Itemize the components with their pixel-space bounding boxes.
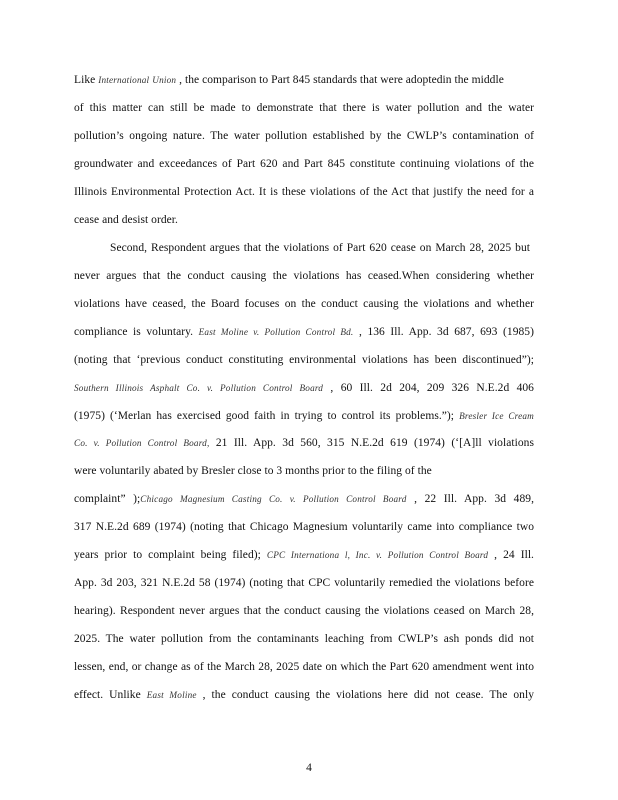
text-run: compliance is voluntary. — [74, 326, 199, 338]
text-run: complaint” ); — [74, 493, 141, 505]
text-line — [74, 632, 534, 646]
text-line — [74, 129, 534, 143]
case-citation: Bresler Ice Cream — [459, 411, 534, 421]
text-line — [74, 436, 534, 450]
text-run: years prior to complaint being filed); — [74, 549, 267, 561]
text-run: 317 N.E.2d 689 (1974) (noting that Chicago Magnesium voluntarily came into compliance two — [74, 521, 534, 533]
text-line — [74, 213, 534, 227]
text-run: , the comparison to Part 845 standards that were adoptedin the middle — [176, 74, 504, 86]
text-run: (noting that ‘previous conduct constituting environmental violations has been discontinued”); — [74, 354, 534, 366]
text-run: were voluntarily abated by Bresler close to 3 months prior to the filing of the — [74, 465, 432, 477]
text-line — [74, 353, 534, 367]
text-line — [74, 409, 534, 423]
text-run: , 22 Ill. App. 3d 489, — [406, 493, 534, 505]
text-run: Illinois Environmental Protection Act. It is these violations of the Act that justify the need for a — [74, 186, 534, 198]
text-run: hearing). Respondent never argues that the conduct causing the violations ceased on March 28, — [74, 605, 534, 617]
page-number: 4 — [306, 762, 312, 774]
text-run: violations have ceased, the Board focuses on the conduct causing the violations and whether — [74, 298, 534, 310]
text-line — [74, 101, 534, 115]
case-citation: East Moline — [146, 690, 197, 700]
text-run: 21 Ill. App. 3d 560, 315 N.E.2d 619 (1974) (‘[A]ll violations — [209, 437, 534, 449]
text-run: groundwater and exceedances of Part 620 and Part 845 constitute continuing violations of the — [74, 158, 534, 170]
text-run: pollution’s ongoing nature. The water pollution established by the CWLP’s contamination of — [74, 130, 534, 142]
text-run: , 24 Ill. — [488, 549, 534, 561]
text-line — [74, 492, 534, 506]
text-run: (1975) (‘Merlan has exercised good faith in trying to control its problems.”); — [74, 410, 460, 422]
text-run: lessen, end, or change as of the March 28, 2025 date on which the Part 620 amendment went into — [74, 661, 534, 673]
text-line — [74, 464, 534, 478]
text-run: , 60 Ill. 2d 204, 209 326 N.E.2d 406 — [323, 382, 534, 394]
text-line — [74, 576, 534, 590]
text-run: Second, Respondent argues that the violations of Part 620 cease on March 28, 2025 but — [110, 242, 530, 254]
text-run: effect. Unlike — [74, 689, 147, 701]
text-run: cease and desist order. — [74, 214, 178, 226]
text-line — [74, 381, 534, 395]
text-line — [74, 269, 534, 283]
text-line — [74, 185, 534, 199]
text-line — [74, 548, 534, 562]
text-line — [74, 604, 534, 618]
text-line — [74, 73, 534, 87]
case-citation: Southern Illinois Asphalt Co. v. Pollution Control Board — [74, 383, 324, 393]
text-line — [74, 325, 534, 339]
case-citation: East Moline v. Pollution Control Bd. — [198, 327, 354, 337]
case-citation: Co. v. Pollution Control Board, — [74, 438, 210, 448]
text-line — [74, 520, 534, 534]
text-run: , the conduct causing the violations here did not cease. The only — [196, 689, 534, 701]
text-line — [74, 660, 534, 674]
text-line — [74, 688, 534, 702]
text-run: 2025. The water pollution from the contaminants leaching from CWLP’s ash ponds did not — [74, 633, 534, 645]
case-citation: International — [98, 75, 150, 85]
case-citation: Chicago Magnesium Casting Co. v. Pollution Control Board — [140, 494, 407, 504]
text-line — [74, 157, 534, 171]
case-citation: Union — [152, 75, 177, 85]
text-run: of this matter can still be made to demonstrate that there is water pollution and the water — [74, 102, 534, 114]
text-run: Like — [74, 74, 99, 86]
text-run: App. 3d 203, 321 N.E.2d 58 (1974) (noting that CPC voluntarily remedied the violations before — [74, 577, 534, 589]
text-line — [74, 297, 534, 311]
case-citation: CPC Internationa l, Inc. v. Pollution Control Board — [266, 550, 489, 560]
text-run: , 136 Ill. App. 3d 687, 693 (1985) — [353, 326, 534, 338]
text-run: never argues that the conduct causing the violations has ceased.When considering whether — [74, 270, 534, 282]
text-line — [110, 241, 530, 255]
